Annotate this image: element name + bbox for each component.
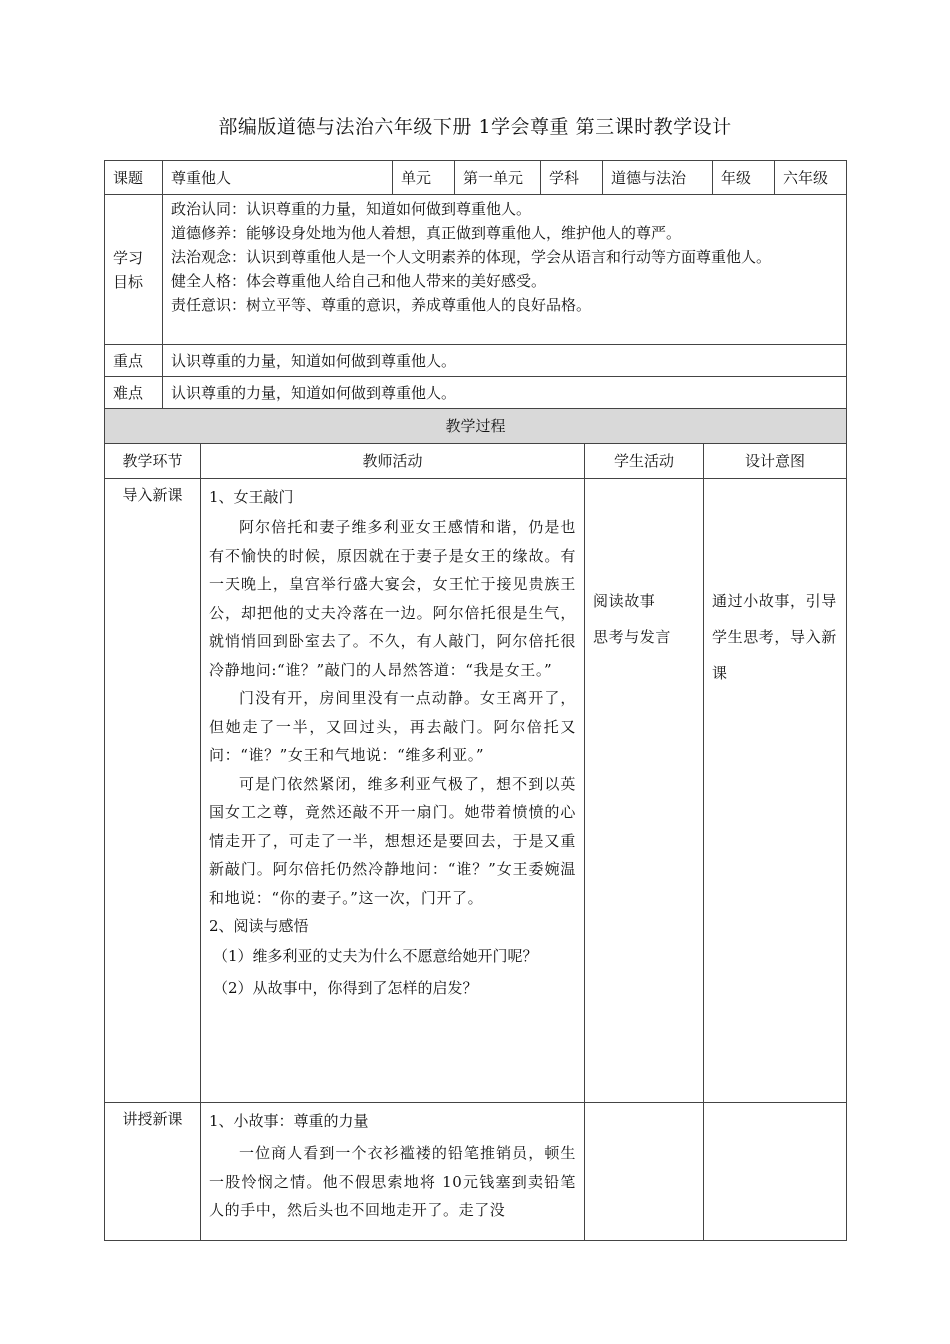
grade-value: 六年级 xyxy=(775,161,847,195)
goal-item: 政治认同：认识尊重的力量，知道如何做到尊重他人。 xyxy=(171,200,532,218)
topic-label: 课题 xyxy=(105,161,163,195)
story-paragraph: 可是门依然紧闭，维多利亚气极了，想不到以英国女工之尊，竟然还敲不开一扇门。她带着愤愤的心情走开了，可走了一半，想想还是要回去，于是又重新敲门。阿尔倍托仍然冷静地问：“谁？”女王委婉温和地说：“你的妻子。”这一次，门开了。 xyxy=(209,774,576,907)
difficulty-label: 难点 xyxy=(105,377,163,409)
student-activity-new-lesson xyxy=(585,1103,704,1241)
grade-label: 年级 xyxy=(713,161,775,195)
goal-item: 健全人格：体会尊重他人给自己和他人带来的美好感受。 xyxy=(171,272,547,290)
process-table xyxy=(104,408,847,1241)
subject-label: 学科 xyxy=(541,161,603,195)
subject-value: 道德与法治 xyxy=(603,161,713,195)
story-paragraph: 门没有开，房间里没有一点动静。女王离开了，但她走了一半，又回过头，再去敲门。阿尔倍托又问：“谁？”女王和气地说：“维多利亚。” xyxy=(209,689,576,764)
header-intent: 设计意图 xyxy=(704,444,847,479)
teacher-activity-intro xyxy=(201,479,585,1103)
story-paragraph: 一位商人看到一个衣衫褴褛的铅笔推销员，顿生一股怜悯之情。他不假思索地将 10元钱塞到卖铅笔人的手中，然后头也不回地走开了。走了没 xyxy=(209,1144,576,1219)
key-label: 重点 xyxy=(105,345,163,377)
difficulty-value: 认识尊重的力量，知道如何做到尊重他人。 xyxy=(163,377,847,409)
teacher-activity-new-lesson xyxy=(201,1103,585,1241)
teacher-heading: 1、小故事：尊重的力量 xyxy=(209,1112,369,1130)
goals-list xyxy=(163,195,847,345)
stage-intro: 导入新课 xyxy=(105,479,201,1103)
topic-value: 尊重他人 xyxy=(163,161,393,195)
goal-item: 法治观念：认识到尊重他人是一个人文明素养的体现，学会从语言和行动等方面尊重他人。 xyxy=(171,248,772,266)
student-activity-item: 阅读故事 xyxy=(593,592,656,610)
info-table xyxy=(104,160,847,409)
design-intent-intro: 通过小故事，引导学生思考，导入新课 xyxy=(704,479,847,1103)
story-paragraph: 阿尔倍托和妻子维多利亚女王感情和谐，仍是也有不愉快的时候，原因就在于妻子是女王的缘故。有一天晚上，皇宫举行盛大宴会，女王忙于接见贵族王公，却把他的丈夫冷落在一边。阿尔倍托很是生气，就悄悄回到卧室去了。不久，有人敲门，阿尔倍托很冷静地问:“谁？”敲门的人昂然答道：“我是女王。” xyxy=(209,518,576,679)
document-title: 部编版道德与法治六年级下册 1学会尊重 第三课时教学设计 xyxy=(218,116,732,138)
design-intent-new-lesson xyxy=(704,1103,847,1241)
table-row xyxy=(105,479,847,1103)
header-teacher: 教师活动 xyxy=(201,444,585,479)
student-activity-item: 思考与发言 xyxy=(593,628,672,646)
key-value: 认识尊重的力量，知道如何做到尊重他人。 xyxy=(163,345,847,377)
goal-item: 责任意识：树立平等、尊重的意识，养成尊重他人的良好品格。 xyxy=(171,296,592,314)
process-section-title: 教学过程 xyxy=(105,409,847,444)
question-item: （1）维多利亚的丈夫为什么不愿意给她开门呢？ xyxy=(213,947,538,965)
teacher-heading-2: 2、阅读与感悟 xyxy=(209,917,309,935)
student-activity-intro xyxy=(585,479,704,1103)
header-student: 学生活动 xyxy=(585,444,704,479)
goals-label: 学习目标 xyxy=(105,195,163,345)
goal-item: 道德修养：能够设身处地为他人着想，真正做到尊重他人，维护他人的尊严。 xyxy=(171,224,682,242)
unit-value: 第一单元 xyxy=(455,161,541,195)
unit-label: 单元 xyxy=(393,161,455,195)
header-stage: 教学环节 xyxy=(105,444,201,479)
teacher-heading: 1、女王敲门 xyxy=(209,488,294,506)
stage-new-lesson: 讲授新课 xyxy=(105,1103,201,1241)
question-item: （2）从故事中，你得到了怎样的启发？ xyxy=(213,979,478,997)
table-row xyxy=(105,1103,847,1241)
